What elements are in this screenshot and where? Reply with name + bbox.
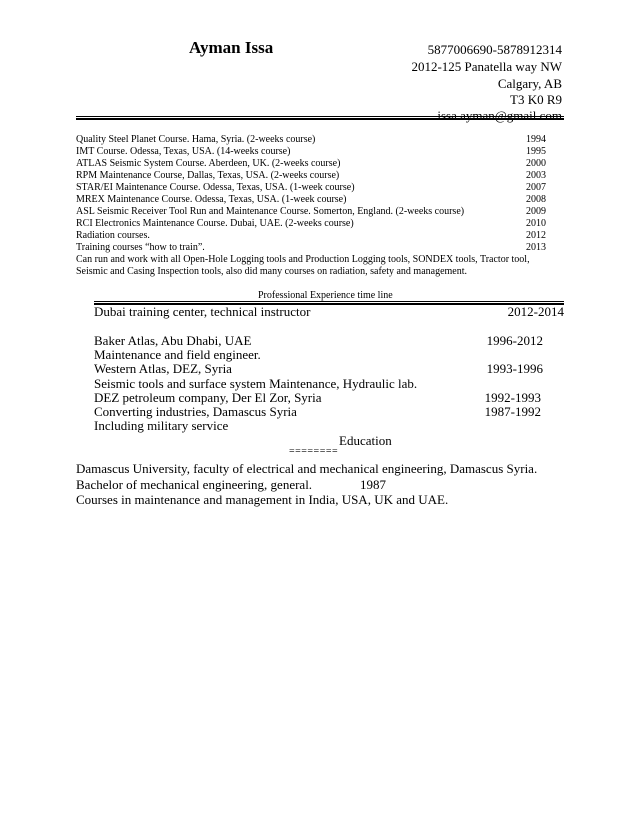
education-year: 1987	[360, 477, 386, 492]
header-divider-bottom	[76, 118, 564, 120]
experience-years: 1996-2012	[486, 333, 543, 348]
course-item: RPM Maintenance Course, Dallas, Texas, USA. (2-weeks course)	[76, 170, 340, 181]
street-address: 2012-125 Panatella way NW	[411, 59, 562, 74]
course-year: 2000	[526, 158, 546, 169]
email-address: issa.ayman@gmail.com	[437, 108, 562, 123]
header-divider-top	[76, 116, 564, 117]
course-year: 2007	[526, 182, 546, 193]
course-item: ASL Seismic Receiver Tool Run and Maintenance Course. Somerton, England. (2-weeks course)	[76, 206, 465, 217]
course-item: MREX Maintenance Course. Odessa, Texas, USA. (1-week course)	[76, 194, 347, 205]
experience-years: 1987-1992	[484, 404, 541, 419]
course-year: 2012	[526, 230, 546, 241]
experience-entry: Baker Atlas, Abu Dhabi, UAE	[94, 333, 252, 348]
experience-years: 1992-1993	[484, 390, 541, 405]
course-item: ATLAS Seismic System Course. Aberdeen, UK. (2-weeks course)	[76, 158, 341, 169]
experience-years: 2012-2014	[507, 304, 564, 319]
course-year: 2003	[526, 170, 546, 181]
experience-entry: Western Atlas, DEZ, Syria	[94, 361, 232, 376]
experience-entry: Maintenance and field engineer.	[94, 347, 261, 362]
resume-name: Ayman Issa	[189, 38, 274, 57]
course-item: STAR/EI Maintenance Course. Odessa, Texas, USA. (1-week course)	[76, 182, 355, 193]
course-year: 2013	[526, 242, 546, 253]
experience-entry: Seismic tools and surface system Maintenance, Hydraulic lab.	[94, 376, 418, 391]
education-heading: Education	[339, 433, 392, 448]
city-address: Calgary, AB	[497, 76, 562, 91]
phone-number: 5877006690-5878912314	[427, 42, 562, 57]
postal-code: T3 K0 R9	[510, 92, 562, 107]
experience-entry: Dubai training center, technical instructor	[94, 304, 311, 319]
course-year: 2009	[526, 206, 546, 217]
experience-entry: Converting industries, Damascus Syria	[94, 404, 297, 419]
experience-entry: DEZ petroleum company, Der El Zor, Syria	[94, 390, 322, 405]
education-line: Bachelor of mechanical engineering, general.	[76, 477, 313, 492]
course-item: Quality Steel Planet Course. Hama, Syria. (2-weeks course)	[76, 134, 316, 145]
course-year: 1994	[526, 134, 546, 145]
education-separator: ========	[289, 446, 339, 457]
experience-entry: Including military service	[94, 418, 229, 433]
experience-years: 1993-1996	[486, 361, 543, 376]
education-line: Courses in maintenance and management in India, USA, UK and UAE.	[76, 492, 449, 507]
course-item: Training courses “how to train”.	[76, 242, 205, 253]
summary-line: Seismic and Casing Inspection tools, also did many courses on radiation, safety and management.	[76, 266, 468, 277]
experience-divider-top	[94, 301, 564, 302]
education-line: Damascus University, faculty of electrical and mechanical engineering, Damascus Syria.	[76, 461, 538, 476]
course-year: 2010	[526, 218, 546, 229]
course-item: Radiation courses.	[76, 230, 150, 241]
summary-line: Can run and work with all Open-Hole Logging tools and Production Logging tools, SONDEX tools, Tractor tool,	[76, 254, 530, 265]
course-item: IMT Course. Odessa, Texas, USA. (14-weeks course)	[76, 146, 291, 157]
course-year: 2008	[526, 194, 546, 205]
course-year: 1995	[526, 146, 546, 157]
experience-heading: Professional Experience time line	[258, 290, 393, 301]
course-item: RCI Electronics Maintenance Course. Dubai, UAE. (2-weeks course)	[76, 218, 354, 229]
